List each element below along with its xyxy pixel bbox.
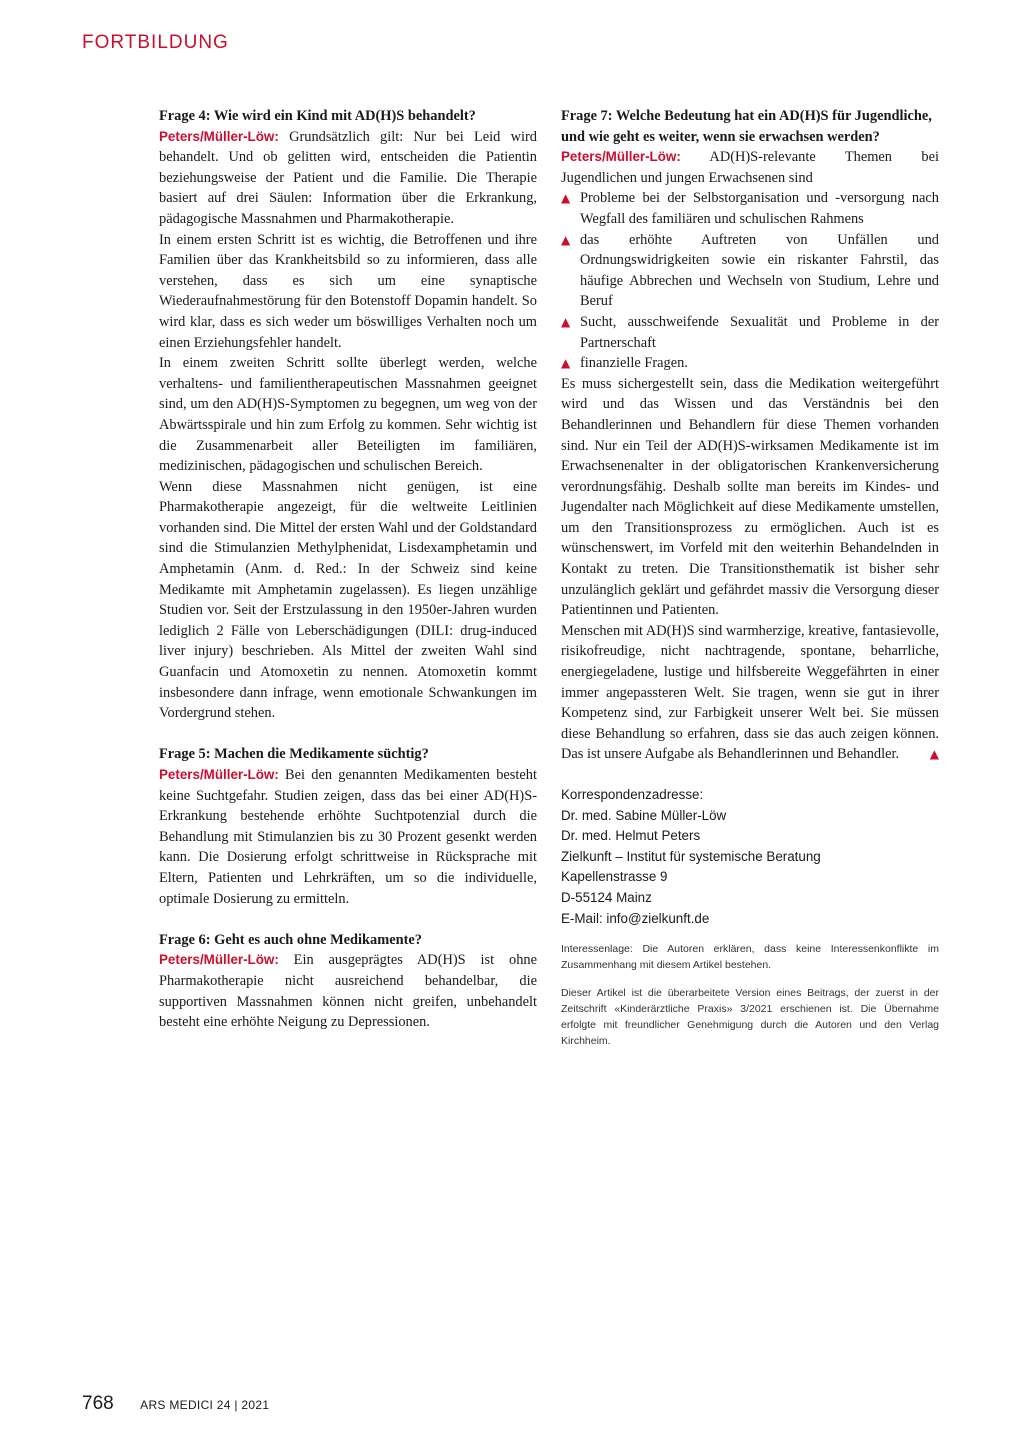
source-note: Dieser Artikel ist die überarbeitete Version eines Beitrags, der zuerst in der Zeitschrift «Kinderärztliche Praxis» 3/2021 erschienen ist. Die Übernahme erfolgte mit freundlicher Genehmigung durch die Autoren und den Verlag Kirchheim. <box>561 987 939 1048</box>
answer-6-text: Ein ausgeprägtes AD(H)S ist ohne Pharmakotherapie nicht ausreichend behandelbar, die supportiven Massnahmen können nicht greifen, unbehandelt besteht eine erhöhte Neigung zu Depressionen. <box>159 952 537 1031</box>
speaker-label: Peters/Müller-Löw: <box>561 149 681 165</box>
contact-heading: Korrespondenzadresse: <box>561 787 704 802</box>
contact-line: Kapellenstrasse 9 <box>561 869 668 885</box>
answer-4-p4: Wenn diese Massnahmen nicht genügen, ist eine Pharmakotherapie angezeigt, für die weltweite Leitlinien vorhanden sind. Die Mittel der ersten Wahl und der Goldstandard sind die Stimulanzien Methylphenidat, Lisdexamphetamin und Amphetamin (Anm. d. Red.: In der Schweiz sind keine Medikamte mit Amphetamin zugelassen). Es liegen unzählige Studien vor. Seit der Erstzulassung in den 1950er-Jahren wurden lediglich 2 Fälle von Leberschädigungen (DILI: drug-induced liver injury) beschrieben. Als Mittel der zweiten Wahl sind Guanfacin und Atomoxetin zu nennen. Atomoxetin kommt insbesondere dann infrage, wenn emotionale Schwankungen im Vordergrund stehen. <box>159 478 537 722</box>
speaker-label: Peters/Müller-Löw: <box>159 128 279 144</box>
answer-4-text: Grundsätzlich gilt: Nur bei Leid wird behandelt. Und ob gelitten wird, entscheiden die Patientin beziehungsweise der Patient und die Familie. Die Therapie basiert auf drei Säulen: Information über die Erkrankung, pädagogische Massnahmen und Pharmakotherapie. <box>159 128 537 227</box>
contact-line: D-55124 Mainz <box>561 889 652 905</box>
list-item <box>561 353 939 374</box>
triangle-bullet-icon: ▲ <box>561 314 571 329</box>
contact-line: Dr. med. Helmut Peters <box>561 828 701 844</box>
question-4: Frage 4: Wie wird ein Kind mit AD(H)S behandelt? <box>159 108 476 124</box>
question-6: Frage 6: Geht es auch ohne Medikamente? <box>159 931 422 948</box>
contact-line: Dr. med. Sabine Müller-Löw <box>561 807 727 823</box>
bullet-list <box>561 188 939 373</box>
answer-7-p3 <box>561 621 939 765</box>
answer-7-p2: Es muss sichergestellt sein, dass die Medikation weitergeführt wird und das Wissen und das Verständnis bei den Behandlerinnen und Behandlern für diese Themen vorhanden sind. Nur ein Teil der AD(H)S-wirksamen Medikamente ist im Erwachsenenalter in der obligatorischen Krankenversicherung verordnungsfähig. Deshalb sollte man bereits im Kindes- und Jugendalter nach Möglichkeit auf diese Medikamente umstellen, um den Transitionsprozess zu ermöglichen. Auch ist es wünschenswert, im Vorfeld mit den weiterhin Behandelnden in Kontakt zu treten. Die Transitionsthematik ist bisher sehr unzulänglich geklärt und gefährdet massiv die Versorgung dieser Patientinnen und Patienten. <box>561 375 939 619</box>
section-heading: FORTBILDUNG <box>82 32 229 53</box>
answer-4-p1 <box>159 127 537 230</box>
list-item-text: Probleme bei der Selbstorganisation und -versorgung nach Wegfall des familiären und schulischen Rahmens <box>580 190 939 227</box>
question-7: Frage 7: Welche Bedeutung hat ein AD(H)S für Jugendliche, und wie geht es weiter, wenn sie erwachsen werden? <box>561 108 932 145</box>
left-column <box>159 106 537 1033</box>
speaker-label: Peters/Müller-Löw: <box>159 952 279 968</box>
right-column <box>561 106 939 1049</box>
page-footer <box>82 1393 269 1415</box>
answer-5 <box>159 765 537 909</box>
answer-7-p3-text: Menschen mit AD(H)S sind warmherzige, kreative, fantasievolle, risikofreudige, nicht nachtragende, spontane, beharrliche, energiegeladene, lustige und hilfsbereite Weggefährten in einer immer angepassteren Welt. Sie tragen, wenn sie gut in ihrer Kompetenz sind, zur Farbigkeit unserer Welt bei. Sie müssen diese Behandlung so erfahren, dass sie das auch zeigen können. Das ist unsere Aufgabe als Behandlerinnen und Behandler. <box>561 622 939 763</box>
list-item-text: finanzielle Fragen. <box>580 355 688 372</box>
triangle-bullet-icon: ▲ <box>561 356 571 371</box>
list-item <box>561 230 939 312</box>
list-item <box>561 188 939 229</box>
answer-4-p2: In einem ersten Schritt ist es wichtig, die Betroffenen und ihre Familien über das Krankheitsbild so zu informieren, dass alle verstehen, dass es sich um eine synaptische Wiederaufnahmestörung für den Botenstoff Dopamin handelt. So wird klar, dass es sich weder um böswilliges Verhalten noch um einen Erziehungsfehler handelt. <box>159 231 537 351</box>
speaker-label: Peters/Müller-Löw: <box>159 767 279 782</box>
conflict-of-interest-note: Interessenlage: Die Autoren erklären, dass keine Interessenkonflikte im Zusammenhang mit diesem Artikel bestehen. <box>561 943 939 972</box>
correspondence-block <box>561 785 939 929</box>
triangle-bullet-icon: ▲ <box>561 232 571 247</box>
list-item <box>561 312 939 353</box>
answer-6 <box>159 950 537 1032</box>
answer-7-intro <box>561 147 939 188</box>
answer-5-text: Bei den genannten Medikamenten besteht keine Suchtgefahr. Studien zeigen, dass das bei einer AD(H)S-Erkrankung bestehende erhöhte Suchtpotenzial durch die Behandlung mit Stimulanzien bis zu 30 Prozent gesenkt werden kann. Die Dosierung erfolgt schrittweise in Rücksprache mit Eltern, Patienten und Lehrkräften, um so die individuelle, optimale Dosierung zu ermitteln. <box>159 767 537 907</box>
list-item-text: das erhöhte Auftreten von Unfällen und Ordnungswidrigkeiten sowie ein riskanter Fahrstil, das häufige Abbrechen und Wechseln von Studium, Lehre und Beruf <box>580 231 939 310</box>
end-of-article-icon: ▲ <box>929 747 939 762</box>
answer-7-intro-text: AD(H)S-relevante Themen bei Jugendlichen und jungen Erwachsenen sind <box>561 149 939 186</box>
answer-4-p3: In einem zweiten Schritt sollte überlegt werden, welche verhaltens- und familientherapeutischen Massnahmen geeignet sind, um den AD(H)S-Symptomen zu begegnen, um weg von der Abwärtsspirale und hin zum Erfolg zu kommen. Sehr wichtig ist die Zusammenarbeit aller Beteiligten im familiären, medizinischen, pädagogischen und schulischen Bereich. <box>159 355 537 475</box>
list-item-text: Sucht, ausschweifende Sexualität und Probleme in der Partnerschaft <box>580 313 939 351</box>
question-5: Frage 5: Machen die Medikamente süchtig? <box>159 746 429 763</box>
triangle-bullet-icon: ▲ <box>561 191 571 206</box>
contact-email: E-Mail: info@zielkunft.de <box>561 910 710 926</box>
page-number: 768 <box>82 1393 114 1414</box>
journal-info: ARS MEDICI 24 | 2021 <box>140 1398 270 1412</box>
contact-line: Zielkunft – Institut für systemische Beratung <box>561 848 821 864</box>
